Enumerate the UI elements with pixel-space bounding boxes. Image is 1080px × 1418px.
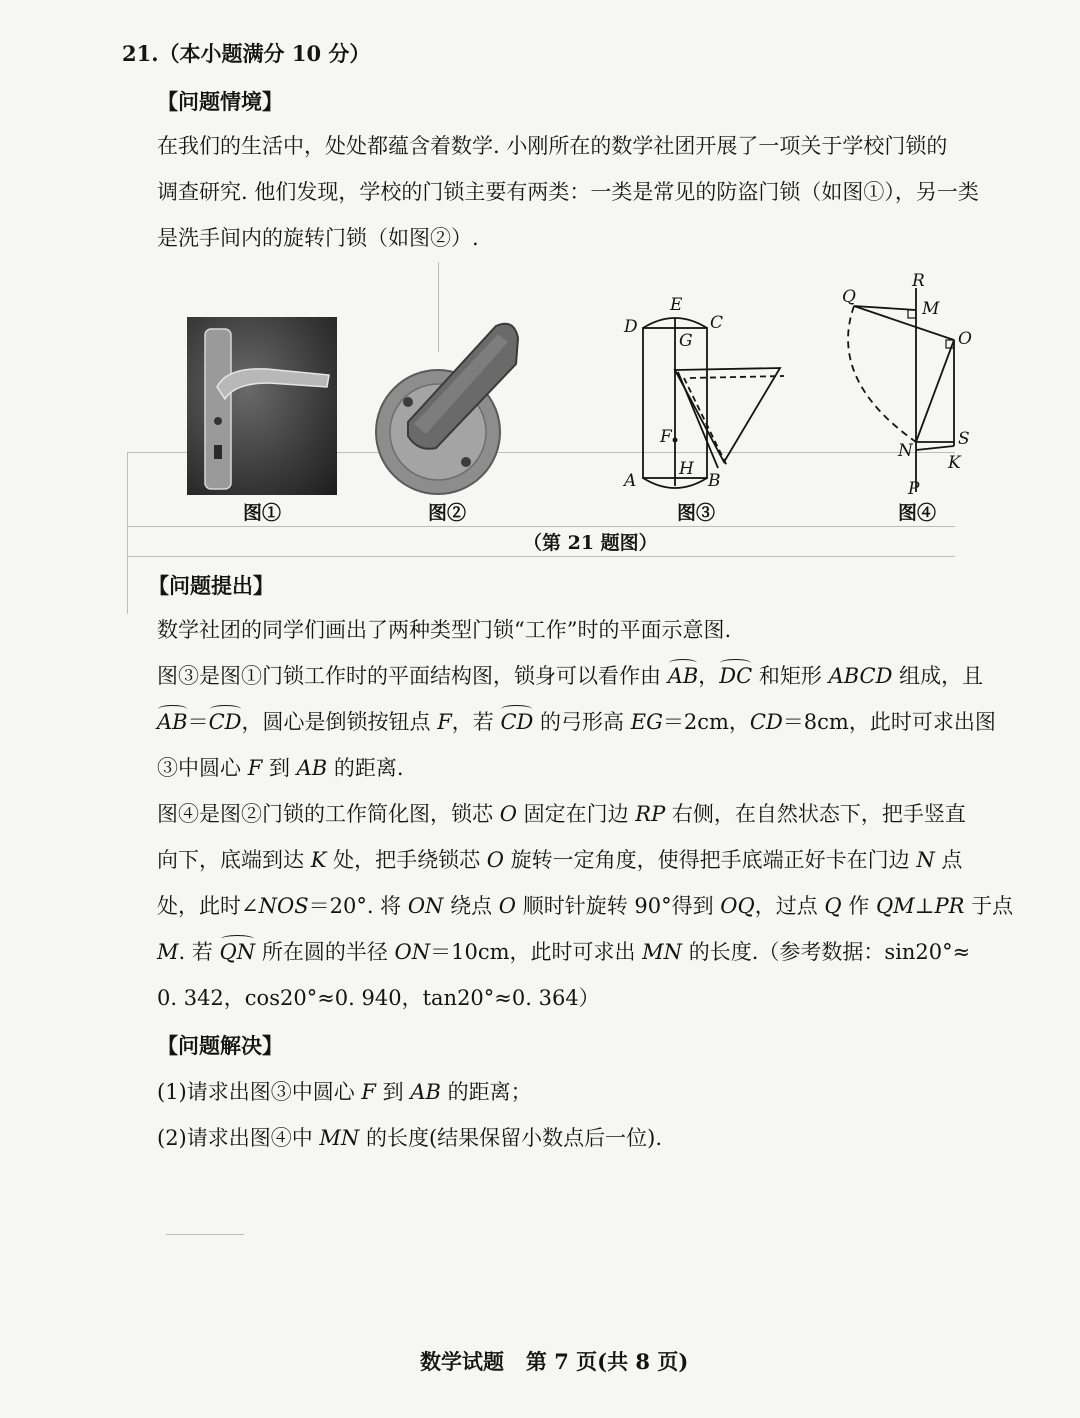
fig3-line-3 (157, 754, 404, 782)
frame-line (127, 556, 955, 557)
scan-mark (166, 1234, 244, 1235)
text: ③中圆心 (157, 756, 248, 780)
text: 到 (262, 756, 297, 780)
math: OQ (720, 894, 755, 918)
text: 到 (376, 1080, 411, 1104)
text: 于点 (964, 894, 1014, 918)
text: ，圆心是倒锁按钮点 (241, 710, 438, 734)
text: 顺时针旋转 90°得到 (516, 894, 721, 918)
text: 的长度(结果保留小数点后一位). (359, 1126, 663, 1150)
arc-ab-symbol: AB (667, 664, 699, 688)
fig3-line-1 (157, 662, 983, 690)
math: ON (394, 940, 431, 964)
label-r: R (912, 271, 925, 291)
caption-fig1: 图① (243, 502, 282, 524)
math: AB (296, 756, 328, 780)
math: NOS (258, 894, 309, 918)
arc-cd-symbol: CD (500, 710, 534, 734)
arc-dc-symbol: DC (719, 664, 753, 688)
math: ON (407, 894, 444, 918)
text: 处，此时∠ (157, 894, 259, 918)
text: 向下，底端到达 (157, 848, 311, 872)
math: MN (642, 940, 683, 964)
text: ＝ (187, 710, 209, 734)
math: F (437, 710, 452, 734)
label-f: F (660, 427, 672, 447)
frame-line (127, 526, 955, 527)
label-k: K (948, 453, 961, 473)
text: 右侧，在自然状态下，把手竖直 (665, 802, 966, 826)
label-d: D (624, 317, 638, 337)
label-q: Q (842, 287, 856, 307)
math: EG (630, 710, 663, 734)
fig4-line-4 (157, 938, 970, 966)
math: MN (319, 1126, 360, 1150)
dashed-line (690, 376, 784, 378)
figure-4-diagram (832, 270, 992, 500)
math: M (157, 940, 179, 964)
math: RP (635, 802, 666, 826)
caption-fig4: 图④ (898, 502, 937, 524)
text: ， (698, 664, 720, 688)
door-handle-icon (187, 317, 337, 495)
fig3-line-2 (157, 708, 996, 736)
text: ＝2cm， (662, 710, 750, 734)
math: O (498, 894, 517, 918)
dashed-line (684, 378, 727, 466)
label-e: E (670, 295, 683, 315)
text: 组成，且 (892, 664, 984, 688)
label-p: P (908, 479, 920, 499)
section-solution: 【问题解决】 (157, 1033, 283, 1058)
math: Q (824, 894, 842, 918)
text: 点 (934, 848, 963, 872)
math: F (361, 1080, 376, 1104)
text: 图④是图②门锁的工作简化图，锁芯 (157, 802, 500, 826)
text: 处，把手绕锁芯 (326, 848, 487, 872)
text: ＝20°. 将 (308, 894, 408, 918)
text: 作 (841, 894, 876, 918)
caption-fig3: 图③ (677, 502, 716, 524)
figure-group-caption: （第 21 题图） (523, 532, 658, 554)
text: ，若 (451, 710, 501, 734)
text: 图③是图①门锁工作时的平面结构图，锁身可以看作由 (157, 664, 668, 688)
text: 的距离； (440, 1080, 532, 1104)
label-g: G (679, 331, 693, 351)
question-1 (157, 1078, 532, 1106)
fig4-line-1 (157, 800, 966, 828)
section-situation: 【问题情境】 (157, 89, 283, 114)
text: 的弓形高 (533, 710, 631, 734)
text: 的长度.（参考数据：sin20°≈ (682, 940, 971, 964)
figure-1-photo (187, 317, 337, 495)
label-a: A (624, 471, 637, 491)
text: . 若 (178, 940, 220, 964)
math: QM (875, 894, 915, 918)
fig4-line-3 (157, 892, 1013, 920)
fig4-line-5: 0. 342，cos20°≈0. 940，tan20°≈0. 364） (157, 986, 600, 1010)
text: ，过点 (754, 894, 825, 918)
math: O (499, 802, 517, 826)
text: 所在圆的半径 (255, 940, 395, 964)
label-b: B (708, 471, 721, 491)
math: ABCD (828, 664, 893, 688)
line-on (916, 340, 954, 442)
math: AB (410, 1080, 441, 1104)
rotated-handle (675, 368, 780, 462)
math: F (247, 756, 263, 780)
arc-qn (848, 306, 916, 442)
frame-line (127, 452, 128, 614)
caption-fig2: 图② (428, 502, 467, 524)
text: 旋转一定角度，使得把手底端正好卡在门边 (503, 848, 917, 872)
math: PR (934, 894, 965, 918)
right-angle-mark (908, 310, 916, 318)
point-f (673, 438, 678, 443)
arc-cd-symbol: CD (208, 710, 242, 734)
line-nk (916, 446, 954, 450)
fig4-line-2 (157, 846, 962, 874)
situation-line-3: 是洗手间内的旋转门锁（如图②）. (157, 226, 479, 250)
text: (1)请求出图③中圆心 (157, 1080, 362, 1104)
math: CD (749, 710, 783, 734)
arc-ab-symbol: AB (157, 710, 188, 734)
math: N (916, 848, 935, 872)
label-n: N (898, 441, 913, 461)
math: K (310, 848, 327, 872)
text: 和矩形 (752, 664, 829, 688)
text: ＝10cm，此时可求出 (430, 940, 643, 964)
label-o: O (958, 329, 972, 349)
situation-line-1: 在我们的生活中，处处都蕴含着数学. 小刚所在的数学社团开展了一项关于学校门锁的 (157, 134, 948, 158)
label-h: H (679, 459, 694, 479)
text: 绕点 (443, 894, 499, 918)
question-2 (157, 1124, 662, 1152)
label-m: M (922, 299, 940, 319)
label-s: S (958, 429, 970, 449)
text: 的距离. (327, 756, 404, 780)
rotary-lock-icon (366, 312, 526, 498)
situation-line-2: 调查研究. 他们发现，学校的门锁主要有两类：一类是常见的防盗门锁（如图①），另一类 (157, 180, 979, 204)
question-header: 21.（本小题满分 10 分） (122, 41, 371, 66)
page-footer: 数学试题 第 7 页(共 8 页) (420, 1349, 689, 1374)
arc-qn-symbol: QN (219, 940, 256, 964)
text: (2)请求出图④中 (157, 1126, 320, 1150)
text: ⊥ (914, 894, 935, 918)
handle-edge (678, 372, 718, 468)
figure-3-diagram (612, 290, 812, 500)
math: O (486, 848, 504, 872)
proposal-line-1: 数学社团的同学们画出了两种类型门锁“工作”时的平面示意图. (157, 618, 732, 642)
label-c: C (710, 313, 724, 333)
section-proposal: 【问题提出】 (148, 573, 274, 598)
text: ＝8cm，此时可求出图 (782, 710, 996, 734)
text: 固定在门边 (516, 802, 636, 826)
